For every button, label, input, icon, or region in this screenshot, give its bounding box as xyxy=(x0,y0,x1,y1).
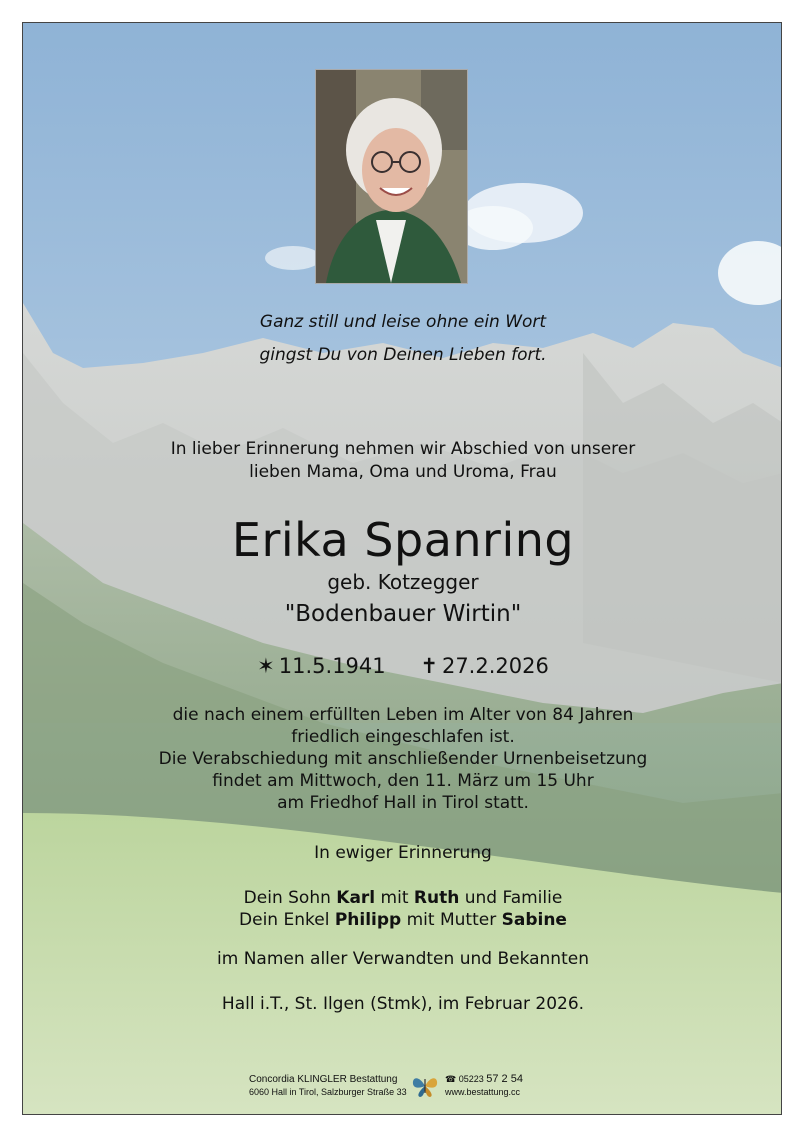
family-name: Ruth xyxy=(413,888,460,908)
poem-line-1: Ganz still und leise ohne ein Wort xyxy=(259,312,547,332)
birth-date-group xyxy=(257,654,386,678)
death-date-group xyxy=(420,654,549,678)
phone-line xyxy=(445,1073,523,1086)
born-name: geb. Kotzegger xyxy=(327,570,479,594)
birth-star-icon: ✶ xyxy=(257,654,275,678)
family-line-1 xyxy=(23,887,782,909)
ceremony-text xyxy=(23,704,782,814)
ceremony-line-2: friedlich eingeschlafen ist. xyxy=(291,727,515,747)
funeral-home-address: 6060 Hall in Tirol, Salzburger Straße 33 xyxy=(249,1087,407,1097)
obituary-card xyxy=(22,22,782,1115)
phone-number: 57 2 54 xyxy=(486,1073,523,1085)
funeral-home-footer xyxy=(23,1069,782,1105)
portrait-photo xyxy=(315,69,468,284)
ceremony-line-5: am Friedhof Hall in Tirol statt. xyxy=(277,793,529,813)
poem xyxy=(23,306,782,372)
ceremony-line-3: Die Verabschiedung mit anschließender Urnenbeisetzung xyxy=(158,749,648,769)
family-text: Dein Enkel xyxy=(239,910,335,930)
family-list xyxy=(23,887,782,931)
funeral-home-info xyxy=(249,1073,407,1099)
butterfly-icon xyxy=(411,1073,439,1099)
website-link[interactable]: www.bestattung.cc xyxy=(445,1087,521,1097)
intro-text xyxy=(23,438,782,484)
death-date: 27.2.2026 xyxy=(441,654,549,678)
family-line-2 xyxy=(23,909,782,931)
ceremony-line-1: die nach einem erfüllten Leben im Alter von 84 Jahren xyxy=(172,705,634,725)
phone-prefix: ☎ 05223 xyxy=(445,1074,484,1084)
ceremony-line-4: findet am Mittwoch, den 11. März um 15 Uhr xyxy=(212,771,594,791)
intro-line-1: In lieber Erinnerung nehmen wir Abschied von unserer xyxy=(170,439,636,459)
funeral-home-contact xyxy=(445,1073,523,1099)
family-name: Karl xyxy=(336,888,376,908)
family-text: mit Mutter xyxy=(401,910,502,930)
poem-line-2: gingst Du von Deinen Lieben fort. xyxy=(259,345,547,365)
family-text: mit xyxy=(375,888,414,908)
family-text: und Familie xyxy=(459,888,563,908)
memory-line: In ewiger Erinnerung xyxy=(314,843,492,863)
deceased-name: Erika Spanring xyxy=(231,513,575,567)
family-name: Sabine xyxy=(501,910,567,930)
funeral-home-name: Concordia KLINGLER Bestattung xyxy=(249,1074,398,1085)
life-dates xyxy=(23,652,782,680)
death-cross-icon: ✝ xyxy=(420,654,438,678)
family-name: Philipp xyxy=(334,910,402,930)
portrait-illustration xyxy=(316,70,467,283)
birth-date: 11.5.1941 xyxy=(278,654,386,678)
nickname: "Bodenbauer Wirtin" xyxy=(284,601,522,627)
relatives-line: im Namen aller Verwandten und Bekannten xyxy=(217,949,589,969)
family-text: Dein Sohn xyxy=(243,888,337,908)
intro-line-2: lieben Mama, Oma und Uroma, Frau xyxy=(249,462,557,482)
place-date: Hall i.T., St. Ilgen (Stmk), im Februar 2026. xyxy=(221,994,585,1014)
